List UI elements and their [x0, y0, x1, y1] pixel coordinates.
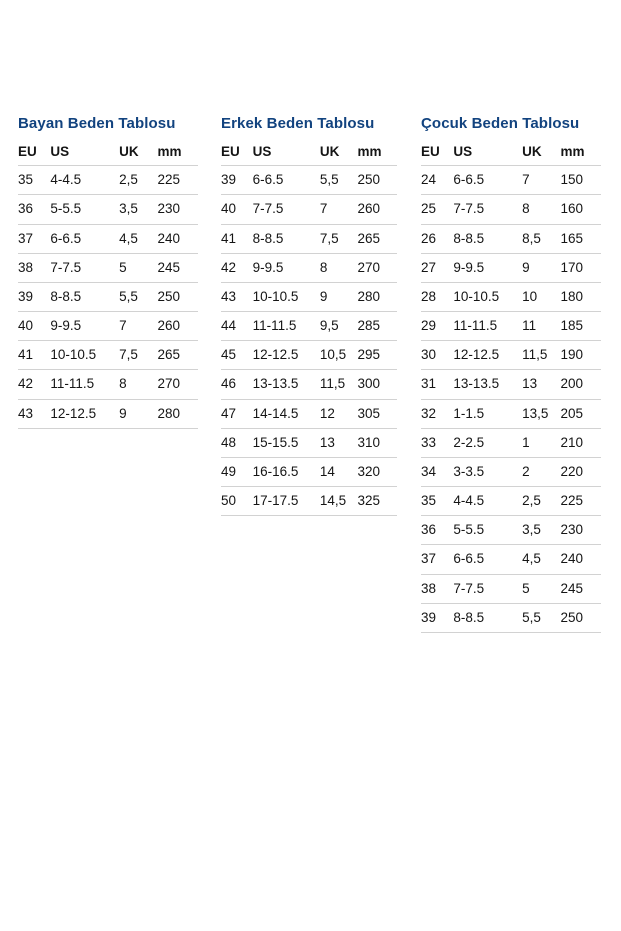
cell-eu: 48 — [221, 428, 251, 457]
cell-uk: 8 — [522, 195, 560, 224]
cell-us: 6-6.5 — [251, 166, 320, 195]
cell-us: 7-7.5 — [451, 195, 522, 224]
table-row — [421, 282, 601, 311]
cell-us: 8-8.5 — [451, 224, 522, 253]
table-row — [18, 399, 198, 428]
cell-mm: 280 — [358, 282, 398, 311]
cell-uk: 11,5 — [320, 370, 358, 399]
table-row — [421, 487, 601, 516]
cell-eu: 41 — [18, 341, 48, 370]
cell-eu: 38 — [421, 574, 451, 603]
cell-us: 11-11.5 — [451, 312, 522, 341]
cell-us: 5-5.5 — [48, 195, 119, 224]
cell-us: 3-3.5 — [451, 457, 522, 486]
cell-mm: 240 — [561, 545, 601, 574]
cell-uk: 7 — [320, 195, 358, 224]
cell-us: 12-12.5 — [451, 341, 522, 370]
table-row — [221, 253, 397, 282]
table-row — [221, 341, 397, 370]
column-header-uk: UK — [522, 143, 560, 166]
table-row — [421, 195, 601, 224]
column-header-uk: UK — [320, 143, 358, 166]
cell-mm: 245 — [561, 574, 601, 603]
cell-eu: 44 — [221, 312, 251, 341]
cell-uk: 3,5 — [522, 516, 560, 545]
cell-uk: 3,5 — [119, 195, 157, 224]
cell-mm: 250 — [158, 282, 198, 311]
cell-eu: 34 — [421, 457, 451, 486]
table-row — [421, 428, 601, 457]
cell-us: 2-2.5 — [451, 428, 522, 457]
table-row — [221, 457, 397, 486]
table-row — [221, 224, 397, 253]
cell-uk: 5 — [522, 574, 560, 603]
column-header-mm: mm — [561, 143, 601, 166]
cell-us: 13-13.5 — [251, 370, 320, 399]
cell-mm: 280 — [158, 399, 198, 428]
table-row — [421, 224, 601, 253]
cell-eu: 46 — [221, 370, 251, 399]
cell-mm: 160 — [561, 195, 601, 224]
cell-mm: 285 — [358, 312, 398, 341]
table-row — [421, 370, 601, 399]
cell-mm: 170 — [561, 253, 601, 282]
cell-uk: 12 — [320, 399, 358, 428]
cell-eu: 39 — [18, 282, 48, 311]
cell-us: 4-4.5 — [451, 487, 522, 516]
cell-uk: 7 — [119, 312, 157, 341]
cell-uk: 5,5 — [320, 166, 358, 195]
table-row — [221, 166, 397, 195]
cell-uk: 11,5 — [522, 341, 560, 370]
table-header-row — [221, 143, 397, 166]
cell-mm: 265 — [358, 224, 398, 253]
table-row — [18, 282, 198, 311]
cell-mm: 265 — [158, 341, 198, 370]
column-header-us: US — [251, 143, 320, 166]
table-row — [221, 195, 397, 224]
table-row — [18, 166, 198, 195]
cell-uk: 7 — [522, 166, 560, 195]
cell-eu: 38 — [18, 253, 48, 282]
table-row — [18, 224, 198, 253]
cell-us: 9-9.5 — [451, 253, 522, 282]
column-header-eu: EU — [18, 143, 48, 166]
table-row — [421, 312, 601, 341]
cell-eu: 40 — [18, 312, 48, 341]
cell-mm: 190 — [561, 341, 601, 370]
table-header-row — [421, 143, 601, 166]
size-table-block-women — [0, 115, 201, 429]
cell-mm: 260 — [158, 312, 198, 341]
cell-us: 7-7.5 — [48, 253, 119, 282]
cell-mm: 165 — [561, 224, 601, 253]
cell-us: 9-9.5 — [251, 253, 320, 282]
cell-uk: 9,5 — [320, 312, 358, 341]
cell-mm: 210 — [561, 428, 601, 457]
cell-uk: 14,5 — [320, 487, 358, 516]
column-header-us: US — [48, 143, 119, 166]
column-header-eu: EU — [221, 143, 251, 166]
table-row — [221, 370, 397, 399]
cell-us: 1-1.5 — [451, 399, 522, 428]
cell-mm: 200 — [561, 370, 601, 399]
table-row — [421, 166, 601, 195]
cell-eu: 24 — [421, 166, 451, 195]
cell-us: 8-8.5 — [48, 282, 119, 311]
cell-eu: 28 — [421, 282, 451, 311]
cell-us: 11-11.5 — [48, 370, 119, 399]
cell-mm: 150 — [561, 166, 601, 195]
cell-mm: 185 — [561, 312, 601, 341]
cell-us: 7-7.5 — [451, 574, 522, 603]
cell-eu: 47 — [221, 399, 251, 428]
cell-eu: 37 — [421, 545, 451, 574]
table-row — [421, 399, 601, 428]
cell-uk: 10 — [522, 282, 560, 311]
table-row — [18, 195, 198, 224]
cell-mm: 230 — [561, 516, 601, 545]
table-row — [421, 545, 601, 574]
cell-uk: 5,5 — [119, 282, 157, 311]
cell-eu: 45 — [221, 341, 251, 370]
cell-uk: 8 — [320, 253, 358, 282]
cell-us: 14-14.5 — [251, 399, 320, 428]
cell-eu: 42 — [18, 370, 48, 399]
size-table-men — [221, 143, 397, 516]
cell-mm: 295 — [358, 341, 398, 370]
cell-us: 10-10.5 — [251, 282, 320, 311]
size-table-women — [18, 143, 198, 429]
cell-uk: 1 — [522, 428, 560, 457]
cell-eu: 36 — [18, 195, 48, 224]
cell-eu: 50 — [221, 487, 251, 516]
cell-uk: 4,5 — [522, 545, 560, 574]
table-row — [18, 253, 198, 282]
cell-uk: 2,5 — [119, 166, 157, 195]
cell-us: 4-4.5 — [48, 166, 119, 195]
cell-mm: 205 — [561, 399, 601, 428]
cell-uk: 13 — [320, 428, 358, 457]
cell-eu: 43 — [18, 399, 48, 428]
cell-us: 16-16.5 — [251, 457, 320, 486]
table-title-kids: Çocuk Beden Tablosu — [421, 115, 580, 132]
table-row — [221, 487, 397, 516]
cell-us: 15-15.5 — [251, 428, 320, 457]
cell-eu: 35 — [18, 166, 48, 195]
cell-mm: 300 — [358, 370, 398, 399]
cell-eu: 29 — [421, 312, 451, 341]
cell-eu: 39 — [221, 166, 251, 195]
cell-mm: 320 — [358, 457, 398, 486]
table-title-men: Erkek Beden Tablosu — [221, 115, 375, 132]
table-title-women: Bayan Beden Tablosu — [18, 115, 176, 132]
cell-us: 8-8.5 — [451, 603, 522, 632]
cell-uk: 5,5 — [522, 603, 560, 632]
table-header-row — [18, 143, 198, 166]
table-row — [18, 312, 198, 341]
cell-mm: 250 — [358, 166, 398, 195]
table-row — [421, 341, 601, 370]
cell-uk: 2 — [522, 457, 560, 486]
cell-eu: 41 — [221, 224, 251, 253]
cell-us: 6-6.5 — [451, 166, 522, 195]
column-header-uk: UK — [119, 143, 157, 166]
table-row — [421, 516, 601, 545]
table-row — [18, 370, 198, 399]
cell-eu: 31 — [421, 370, 451, 399]
cell-us: 10-10.5 — [451, 282, 522, 311]
cell-uk: 7,5 — [119, 341, 157, 370]
cell-eu: 30 — [421, 341, 451, 370]
cell-eu: 36 — [421, 516, 451, 545]
cell-uk: 7,5 — [320, 224, 358, 253]
cell-eu: 25 — [421, 195, 451, 224]
cell-mm: 250 — [561, 603, 601, 632]
cell-us: 6-6.5 — [451, 545, 522, 574]
cell-uk: 9 — [320, 282, 358, 311]
cell-uk: 10,5 — [320, 341, 358, 370]
cell-us: 12-12.5 — [48, 399, 119, 428]
table-row — [18, 341, 198, 370]
cell-uk: 2,5 — [522, 487, 560, 516]
cell-eu: 39 — [421, 603, 451, 632]
cell-us: 12-12.5 — [251, 341, 320, 370]
table-row — [221, 399, 397, 428]
column-header-mm: mm — [158, 143, 198, 166]
cell-us: 17-17.5 — [251, 487, 320, 516]
cell-eu: 35 — [421, 487, 451, 516]
cell-mm: 260 — [358, 195, 398, 224]
cell-mm: 270 — [358, 253, 398, 282]
column-header-us: US — [451, 143, 522, 166]
cell-us: 8-8.5 — [251, 224, 320, 253]
cell-uk: 11 — [522, 312, 560, 341]
cell-uk: 4,5 — [119, 224, 157, 253]
cell-us: 13-13.5 — [451, 370, 522, 399]
cell-uk: 14 — [320, 457, 358, 486]
cell-eu: 37 — [18, 224, 48, 253]
cell-eu: 26 — [421, 224, 451, 253]
cell-eu: 42 — [221, 253, 251, 282]
cell-eu: 27 — [421, 253, 451, 282]
table-row — [421, 457, 601, 486]
cell-mm: 245 — [158, 253, 198, 282]
cell-mm: 225 — [561, 487, 601, 516]
table-row — [221, 428, 397, 457]
cell-uk: 13 — [522, 370, 560, 399]
cell-mm: 240 — [158, 224, 198, 253]
size-table-kids — [421, 143, 601, 633]
size-table-block-kids — [401, 115, 621, 633]
cell-uk: 8,5 — [522, 224, 560, 253]
cell-uk: 9 — [522, 253, 560, 282]
cell-mm: 220 — [561, 457, 601, 486]
cell-mm: 270 — [158, 370, 198, 399]
table-row — [221, 282, 397, 311]
cell-eu: 40 — [221, 195, 251, 224]
cell-uk: 9 — [119, 399, 157, 428]
cell-mm: 310 — [358, 428, 398, 457]
size-tables-container — [0, 115, 621, 633]
cell-eu: 33 — [421, 428, 451, 457]
cell-mm: 180 — [561, 282, 601, 311]
table-row — [421, 603, 601, 632]
cell-us: 10-10.5 — [48, 341, 119, 370]
cell-eu: 49 — [221, 457, 251, 486]
column-header-mm: mm — [358, 143, 398, 166]
column-header-eu: EU — [421, 143, 451, 166]
cell-mm: 225 — [158, 166, 198, 195]
cell-mm: 305 — [358, 399, 398, 428]
cell-mm: 325 — [358, 487, 398, 516]
cell-uk: 5 — [119, 253, 157, 282]
cell-us: 11-11.5 — [251, 312, 320, 341]
table-row — [221, 312, 397, 341]
table-row — [421, 253, 601, 282]
cell-us: 7-7.5 — [251, 195, 320, 224]
table-row — [421, 574, 601, 603]
cell-us: 9-9.5 — [48, 312, 119, 341]
cell-uk: 13,5 — [522, 399, 560, 428]
cell-uk: 8 — [119, 370, 157, 399]
cell-us: 6-6.5 — [48, 224, 119, 253]
cell-mm: 230 — [158, 195, 198, 224]
cell-eu: 43 — [221, 282, 251, 311]
cell-us: 5-5.5 — [451, 516, 522, 545]
cell-eu: 32 — [421, 399, 451, 428]
size-table-block-men — [201, 115, 401, 516]
